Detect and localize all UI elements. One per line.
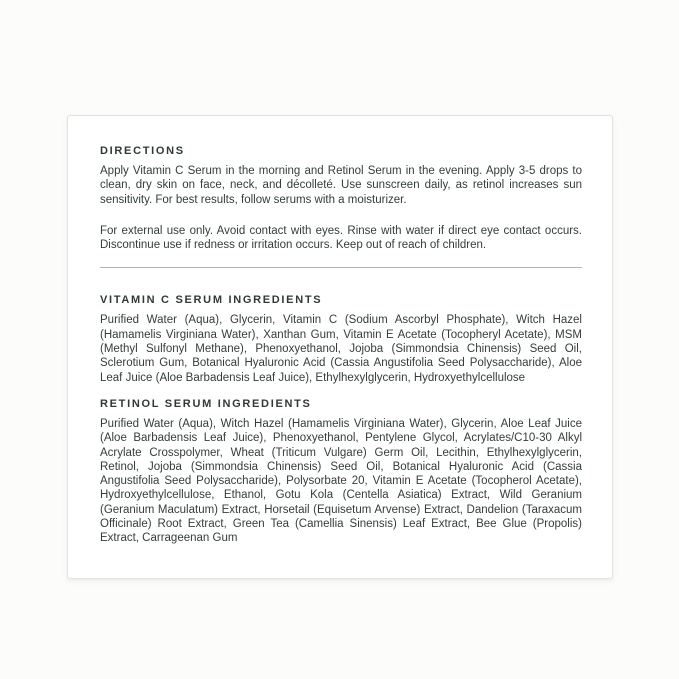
section-divider	[100, 267, 582, 268]
directions-warning-paragraph: For external use only. Avoid contact with eyes. Rinse with water if direct eye contact occurs. Discontinue use if redness or irritation occurs. Keep out of reach of children.	[100, 224, 582, 252]
directions-heading: DIRECTIONS	[100, 145, 185, 157]
vitamin-c-ingredients-heading: VITAMIN C SERUM INGREDIENTS	[100, 294, 323, 307]
vitamin-c-ingredients-section	[100, 294, 582, 384]
product-label-card	[67, 115, 613, 579]
vitamin-c-ingredients-text: Purified Water (Aqua), Glycerin, Vitamin C (Sodium Ascorbyl Phosphate), Witch Hazel (Hamamelis Virginiana Water), Xanthan Gum, Vitamin E Acetate (Tocopheryl Acetate), MSM (Methyl Sulfonyl Methane), Phenoxyethanol, Jojoba (Simmondsia Chinensis) Seed Oil, Sclerotium Gum, Botanical Hyaluronic Acid (Cassia Angustifolia Seed Polysaccharide), Aloe Leaf Juice (Aloe Barbadensis Leaf Juice), Ethylhexylglycerin, Hydroxyethylcellulose	[100, 314, 582, 384]
retinol-ingredients-heading: RETINOL SERUM INGREDIENTS	[100, 397, 312, 410]
directions-usage-paragraph: Apply Vitamin C Serum in the morning and Retinol Serum in the evening. Apply 3-5 drops to clean, dry skin on face, neck, and décolleté. Use sunscreen daily, as retinol increases sun sensitivity. For best results, follow serums with a moisturizer.	[100, 165, 582, 206]
retinol-ingredients-section	[100, 398, 582, 546]
retinol-ingredients-text: Purified Water (Aqua), Witch Hazel (Hamamelis Virginiana Water), Glycerin, Aloe Leaf Juice (Aloe Barbadensis Leaf Juice), Phenoxyethanol, Pentylene Glycol, Acrylates/C10-30 Alkyl Acrylate Crosspolymer, Wheat (Triticum Vulgare) Germ Oil, Lecithin, Ethylhexylglycerin, Retinol, Jojoba (Simmondsia Chinensis) Seed Oil, Botanical Hyaluronic Acid (Cassia Angustifolia Seed Polysaccharide), Polysorbate 20, Vitamin E Acetate (Tocopherol Acetate), Hydroxyethylcellulose, Ethanol, Gotu Kola (Centella Asiatica) Extract, Wild Geranium (Geranium Maculatum) Extract, Horsetail (Equisetum Arvense) Extract, Dandelion (Taraxacum Officinale) Root Extract, Green Tea (Camellia Sinensis) Leaf Extract, Bee Glue (Propolis) Extract, Carrageenan Gum	[100, 417, 582, 545]
directions-section	[100, 145, 582, 252]
